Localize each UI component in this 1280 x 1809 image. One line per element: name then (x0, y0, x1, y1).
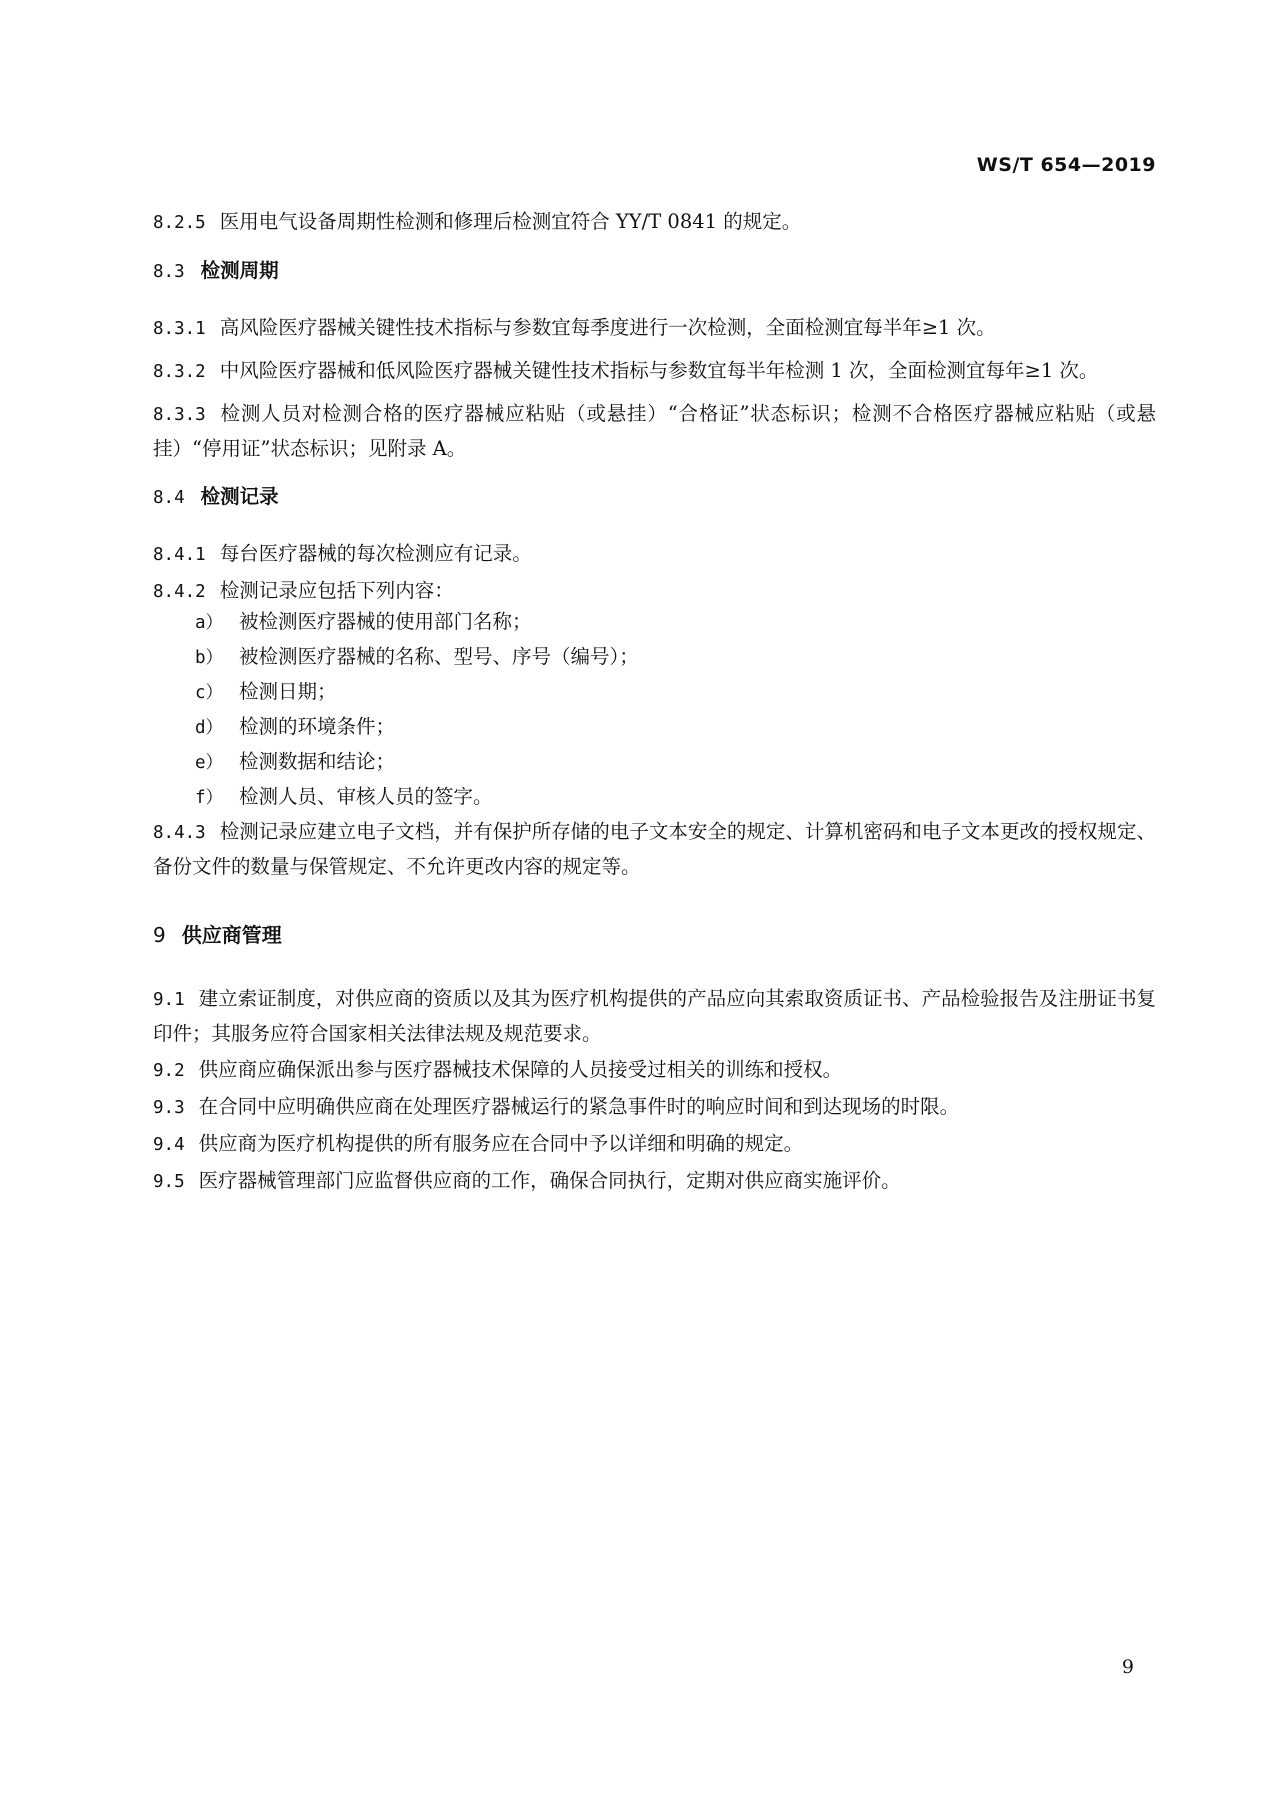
clause-number: 8.4.3 (153, 823, 206, 843)
heading-title: 检测周期 (200, 259, 279, 282)
clause-number: 9.2 (153, 1061, 185, 1081)
clause-8-4-2 (153, 574, 1156, 609)
clause-number: 8.3.3 (153, 405, 206, 425)
clause-number: 9.3 (153, 1098, 185, 1118)
clause-8-2-5 (153, 205, 1156, 240)
clause-8-4-3 (153, 815, 1156, 884)
heading-number: 8.4 (153, 488, 185, 508)
record-contents-list (153, 605, 1156, 815)
clause-number: 9.4 (153, 1135, 185, 1155)
heading-8-3 (153, 254, 1156, 289)
clause-text: 建立索证制度，对供应商的资质以及其为医疗机构提供的产品应向其索取资质证书、产品检验报告及注册证书复印件；其服务应符合国家相关法律法规及规范要求。 (153, 987, 1156, 1045)
clause-text: 检测记录应建立电子文档，并有保护所存储的电子文本安全的规定、计算机密码和电子文本更改的授权规定、备份文件的数量与保管规定、不允许更改内容的规定等。 (153, 820, 1156, 878)
list-item-text: 被检测医疗器械的使用部门名称； (239, 610, 532, 633)
list-marker: b） (195, 648, 224, 668)
heading-number: 8.3 (153, 262, 185, 282)
list-marker: f） (195, 788, 224, 808)
list-marker: d） (195, 718, 224, 738)
standard-code-header: WS/T 654—2019 (976, 154, 1156, 176)
clause-text: 检测记录应包括下列内容： (219, 579, 454, 602)
clause-text: 医疗器械管理部门应监督供应商的工作，确保合同执行，定期对供应商实施评价。 (198, 1169, 901, 1192)
list-item-text: 检测日期； (239, 680, 337, 703)
heading-title: 检测记录 (200, 485, 279, 508)
list-marker: a） (195, 613, 224, 633)
clause-text: 医用电气设备周期性检测和修理后检测宜符合 YY/T 0841 的规定。 (219, 210, 802, 233)
clause-9-1 (153, 982, 1156, 1051)
clause-number: 8.4.2 (153, 582, 206, 602)
clause-text: 检测人员对检测合格的医疗器械应粘贴（或悬挂）“合格证”状态标识；检测不合格医疗器械应粘贴（或悬挂）“停用证”状态标识；见附录 A。 (153, 402, 1156, 460)
clause-8-3-3 (153, 397, 1156, 466)
clause-text: 供应商应确保派出参与医疗器械技术保障的人员接受过相关的训练和授权。 (198, 1058, 843, 1081)
heading-8-4 (153, 480, 1156, 515)
clause-text: 高风险医疗器械关键性技术指标与参数宜每季度进行一次检测，全面检测宜每半年≥1 次。 (219, 316, 996, 339)
clause-number: 8.2.5 (153, 213, 206, 233)
document-body (153, 205, 1156, 1201)
chapter-9-heading (153, 918, 1156, 952)
clause-number: 9.5 (153, 1172, 185, 1192)
list-marker: c） (195, 683, 224, 703)
clause-9-2 (153, 1053, 1156, 1088)
chapter-number: 9 (153, 923, 166, 947)
list-item-text: 检测的环境条件； (239, 715, 396, 738)
clause-9-5 (153, 1164, 1156, 1199)
clause-text: 每台医疗器械的每次检测应有记录。 (219, 542, 532, 565)
list-item (153, 780, 1156, 815)
list-item (153, 640, 1156, 675)
chapter-title: 供应商管理 (181, 923, 282, 947)
clause-number: 8.3.1 (153, 319, 206, 339)
list-marker: e） (195, 753, 224, 773)
list-item-text: 被检测医疗器械的名称、型号、序号（编号）； (239, 645, 639, 668)
clause-text: 中风险医疗器械和低风险医疗器械关键性技术指标与参数宜每半年检测 1 次，全面检测宜每年≥1 次。 (219, 359, 1099, 382)
list-item (153, 745, 1156, 780)
clause-8-3-1 (153, 311, 1156, 346)
list-item-text: 检测人员、审核人员的签字。 (239, 785, 493, 808)
clause-number: 8.4.1 (153, 545, 206, 565)
clause-8-3-2 (153, 354, 1156, 389)
clause-number: 8.3.2 (153, 362, 206, 382)
clause-text: 供应商为医疗机构提供的所有服务应在合同中予以详细和明确的规定。 (198, 1132, 804, 1155)
clause-9-4 (153, 1127, 1156, 1162)
clause-8-4-1 (153, 537, 1156, 572)
clause-text: 在合同中应明确供应商在处理医疗器械运行的紧急事件时的响应时间和到达现场的时限。 (198, 1095, 960, 1118)
clause-number: 9.1 (153, 990, 185, 1010)
list-item (153, 605, 1156, 640)
clause-9-3 (153, 1090, 1156, 1125)
page-number: 9 (1121, 1656, 1134, 1678)
list-item (153, 675, 1156, 710)
list-item-text: 检测数据和结论； (239, 750, 396, 773)
list-item (153, 710, 1156, 745)
